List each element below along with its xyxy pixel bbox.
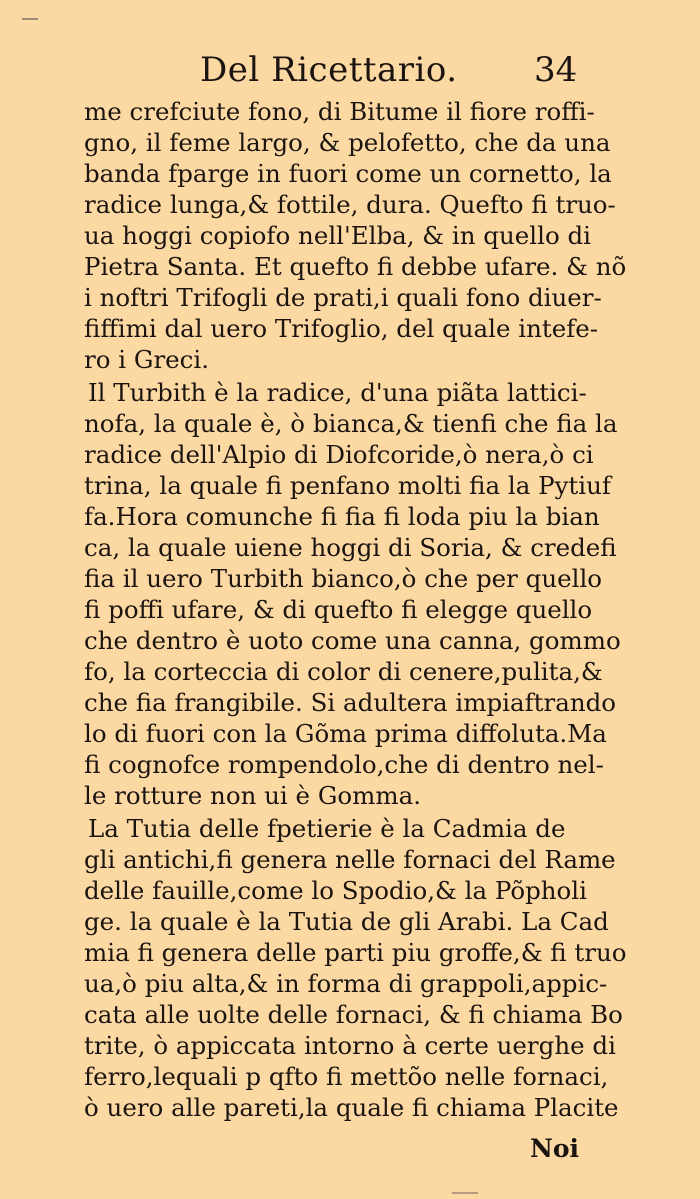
text-line: fi cognofce rompendolo,che di dentro nel- — [84, 750, 604, 779]
bottom-mark — [452, 1192, 478, 1194]
running-header-title: Del Ricettario. — [200, 50, 458, 90]
text-line: Pietra Santa. Et quefto fi debbe ufare. & nõ — [84, 252, 627, 281]
text-line: lo di fuori con la Gõma prima diffoluta.Ma — [84, 719, 607, 748]
text-line: ò uero alle pareti,la quale fi chiama Placite — [84, 1093, 619, 1122]
text-line: gli antichi,fi genera nelle fornaci del Rame — [84, 845, 616, 874]
text-line: ua hoggi copiofo nell'Elba, & in quello di — [84, 221, 591, 250]
text-line: ua,ò piu alta,& in forma di grappoli,appic- — [84, 969, 608, 998]
text-line: ca, la quale uiene hoggi di Soria, & credefi — [84, 533, 617, 562]
paragraph-first-line: Il Turbith è la radice, d'una piãta lattici- — [88, 378, 587, 407]
text-line: fia il uero Turbith bianco,ò che per quello — [84, 564, 603, 593]
text-line: fi poffi ufare, & di quefto fi elegge quello — [84, 595, 593, 624]
text-line: radice lunga,& fottile, dura. Quefto fi truo- — [84, 190, 616, 219]
paragraph-first-line: La Tutia delle fpetierie è la Cadmia de — [88, 814, 566, 843]
page-number: 34 — [534, 50, 578, 90]
text-line: cata alle uolte delle fornaci, & fi chiama Bo — [84, 1000, 623, 1029]
text-line: fo, la corteccia di color di cenere,pulita,& — [84, 657, 603, 686]
text-line: banda fparge in fuori come un cornetto, la — [84, 159, 612, 188]
text-line: ro i Greci. — [84, 345, 210, 374]
text-line: delle fauille,come lo Spodio,& la Põpholi — [84, 876, 587, 905]
margin-mark — [22, 18, 38, 20]
text-line: radice dell'Alpio di Diofcoride,ò nera,ò ci — [84, 440, 594, 469]
text-line: mia fi genera delle parti piu groffe,& fi truo — [84, 938, 627, 967]
text-line: trina, la quale fi penfano molti fia la Pytiuf — [84, 471, 611, 500]
text-line: gno, il feme largo, & pelofetto, che da una — [84, 128, 611, 157]
text-line: che fia frangibile. Si adultera impiaftrando — [84, 688, 617, 717]
text-line: ferro,lequali p qfto fi mettõo nelle fornaci, — [84, 1062, 609, 1091]
text-line: le rotture non ui è Gomma. — [84, 781, 422, 810]
text-line: ge. la quale è la Tutia de gli Arabi. La Cad — [84, 907, 609, 936]
text-line: nofa, la quale è, ò bianca,& tienfi che fia la — [84, 409, 618, 438]
text-line: che dentro è uoto come una canna, gommo — [84, 626, 621, 655]
text-line: fa.Hora comunche fi fia fi loda piu la bian — [84, 502, 600, 531]
text-line: i noftri Trifogli de prati,i quali fono diuer- — [84, 283, 602, 312]
text-line: trite, ò appiccata intorno à certe uerghe di — [84, 1031, 616, 1060]
text-line: fiffimi dal uero Trifoglio, del quale intefe- — [84, 314, 599, 343]
catchword: Noi — [530, 1134, 580, 1163]
text-line: me crefciute fono, di Bitume il fiore roffi- — [84, 97, 595, 126]
